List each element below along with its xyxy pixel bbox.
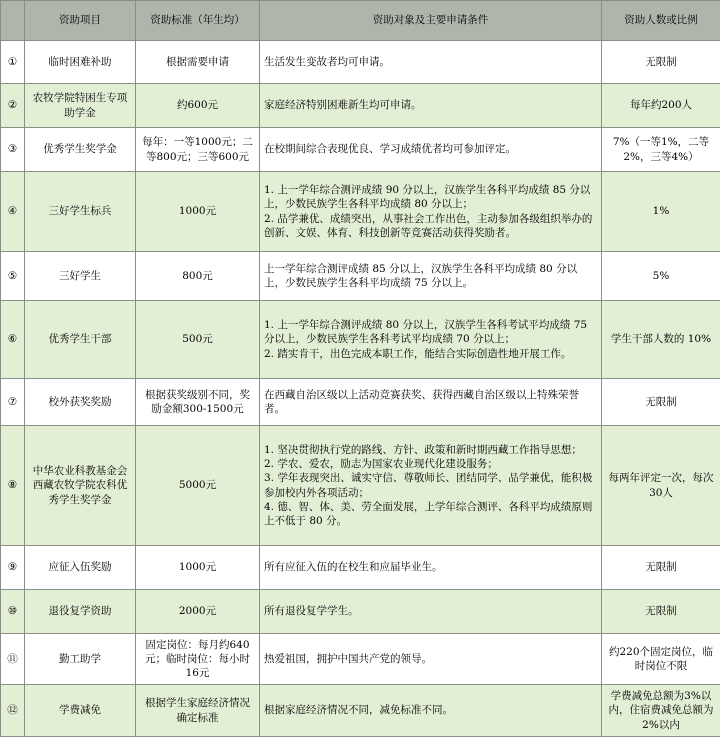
project-name: 三好学生 xyxy=(25,252,136,301)
aid-standard: 固定岗位：每月约640元；临时岗位：每小时16元 xyxy=(136,634,260,685)
table-row xyxy=(1,426,720,546)
condition-line: 1. 上一学年综合测评成绩 90 分以上，汉族学生各科平均成绩 85 分以上，少数民族学生各科平均成绩 80 分以上； xyxy=(264,184,591,211)
header-conditions: 资助对象及主要申请条件 xyxy=(260,1,602,41)
project-name: 优秀学生奖学金 xyxy=(25,128,136,172)
table-row xyxy=(1,301,720,379)
aid-standard: 约600元 xyxy=(136,84,260,128)
condition-line: 生活发生变故者均可申请。 xyxy=(264,55,390,68)
condition-line: 2. 品学兼优、成绩突出，从事社会工作出色，主动参加各级组织举办的创新、文娱、体育、科技创新等竞赛活动获得奖励者。 xyxy=(264,212,593,239)
table-row xyxy=(1,252,720,301)
aid-conditions xyxy=(260,301,602,379)
table-row xyxy=(1,685,720,737)
aid-conditions xyxy=(260,685,602,737)
condition-line: 2. 踏实肯干，出色完成本职工作，能结合实际创造性地开展工作。 xyxy=(264,347,572,360)
condition-line: 上一学年综合测评成绩 85 分以上，汉族学生各科平均成绩 80 分以上，少数民族学生各科平均成绩 75 分以上。 xyxy=(264,262,578,289)
table-body xyxy=(1,41,720,737)
row-number: ③ xyxy=(1,128,25,172)
condition-line: 2. 学农、爱农，励志为国家农业现代化建设服务； xyxy=(264,458,498,471)
condition-line: 热爱祖国，拥护中国共产党的领导。 xyxy=(264,652,432,665)
aid-quota: 1% xyxy=(602,172,720,252)
aid-conditions xyxy=(260,379,602,426)
condition-line: 1. 上一学年综合测评成绩 80 分以上，汉族学生各科考试平均成绩 75 分以上，少数民族学生各科考试平均成绩 70 分以上； xyxy=(264,319,588,346)
table-row xyxy=(1,590,720,634)
table-row xyxy=(1,172,720,252)
aid-quota: 无限制 xyxy=(602,379,720,426)
project-name: 校外获奖奖励 xyxy=(25,379,136,426)
aid-conditions xyxy=(260,634,602,685)
aid-quota: 无限制 xyxy=(602,41,720,84)
row-number: ⑪ xyxy=(1,634,25,685)
aid-conditions xyxy=(260,84,602,128)
condition-line: 在校期间综合表现优良、学习成绩优者均可参加评定。 xyxy=(264,143,516,156)
row-number: ⑨ xyxy=(1,546,25,590)
aid-conditions xyxy=(260,172,602,252)
aid-conditions xyxy=(260,590,602,634)
project-name: 临时困难补助 xyxy=(25,41,136,84)
condition-line: 根据家庭经济情况不同，减免标准不同。 xyxy=(264,704,453,717)
aid-standard: 根据学生家庭经济情况确定标准 xyxy=(136,685,260,737)
aid-standard: 5000元 xyxy=(136,426,260,546)
aid-quota: 学费减免总额为3%以内，住宿费减免总额为2%以内 xyxy=(602,685,720,737)
condition-line: 所有应征入伍的在校生和应届毕业生。 xyxy=(264,561,443,574)
table-row xyxy=(1,41,720,84)
condition-line: 所有退役复学学生。 xyxy=(264,605,359,618)
table-row xyxy=(1,634,720,685)
aid-conditions xyxy=(260,252,602,301)
condition-line: 4. 德、智、体、美、劳全面发展，上学年综合测评、各科平均成绩原则上不低于 80 分。 xyxy=(264,500,593,527)
table-row xyxy=(1,379,720,426)
row-number: ⑧ xyxy=(1,426,25,546)
aid-conditions xyxy=(260,546,602,590)
condition-line: 在西藏自治区级以上活动竞赛获奖、获得西藏自治区级以上特殊荣誉者。 xyxy=(264,388,579,415)
table-row xyxy=(1,128,720,172)
row-number: ⑤ xyxy=(1,252,25,301)
condition-line: 1. 坚决贯彻执行党的路线、方针、政策和新时期西藏工作指导思想； xyxy=(264,443,582,456)
aid-quota: 每年约200人 xyxy=(602,84,720,128)
header-project: 资助项目 xyxy=(25,1,136,41)
row-number: ① xyxy=(1,41,25,84)
aid-standard: 1000元 xyxy=(136,546,260,590)
aid-quota: 每两年评定一次，每次30人 xyxy=(602,426,720,546)
table-row xyxy=(1,84,720,128)
aid-conditions xyxy=(260,426,602,546)
aid-quota: 无限制 xyxy=(602,546,720,590)
header-standard: 资助标准（年生均） xyxy=(136,1,260,41)
aid-quota: 无限制 xyxy=(602,590,720,634)
row-number: ⑫ xyxy=(1,685,25,737)
project-name: 三好学生标兵 xyxy=(25,172,136,252)
condition-line: 3. 学年表现突出、诚实守信、尊敬师长、团结同学、品学兼优，能积极参加校内外各项活动； xyxy=(264,472,593,499)
aid-conditions xyxy=(260,41,602,84)
aid-standard: 根据获奖级别不同，奖励金额300-1500元 xyxy=(136,379,260,426)
project-name: 退役复学资助 xyxy=(25,590,136,634)
aid-conditions xyxy=(260,128,602,172)
aid-standard: 500元 xyxy=(136,301,260,379)
aid-quota: 约220个固定岗位，临时岗位不限 xyxy=(602,634,720,685)
table-row xyxy=(1,546,720,590)
row-number: ⑦ xyxy=(1,379,25,426)
row-number: ⑥ xyxy=(1,301,25,379)
header-no xyxy=(1,1,25,41)
aid-standard: 800元 xyxy=(136,252,260,301)
header-row xyxy=(1,1,720,41)
row-number: ② xyxy=(1,84,25,128)
project-name: 学费减免 xyxy=(25,685,136,737)
condition-line: 家庭经济特别困难新生均可申请。 xyxy=(264,99,422,112)
project-name: 勤工助学 xyxy=(25,634,136,685)
project-name: 应征入伍奖励 xyxy=(25,546,136,590)
aid-standard: 2000元 xyxy=(136,590,260,634)
project-name: 农牧学院特困生专项助学金 xyxy=(25,84,136,128)
project-name: 优秀学生干部 xyxy=(25,301,136,379)
row-number: ⑩ xyxy=(1,590,25,634)
aid-standard: 每年：一等1000元；二等800元；三等600元 xyxy=(136,128,260,172)
project-name: 中华农业科教基金会西藏农牧学院农科优秀学生奖学金 xyxy=(25,426,136,546)
aid-standard: 根据需要申请 xyxy=(136,41,260,84)
aid-standard: 1000元 xyxy=(136,172,260,252)
row-number: ④ xyxy=(1,172,25,252)
aid-quota: 学生干部人数的 10% xyxy=(602,301,720,379)
header-quota: 资助人数或比例 xyxy=(602,1,720,41)
aid-quota: 5% xyxy=(602,252,720,301)
aid-quota: 7%（一等1%，二等2%，三等4%） xyxy=(602,128,720,172)
